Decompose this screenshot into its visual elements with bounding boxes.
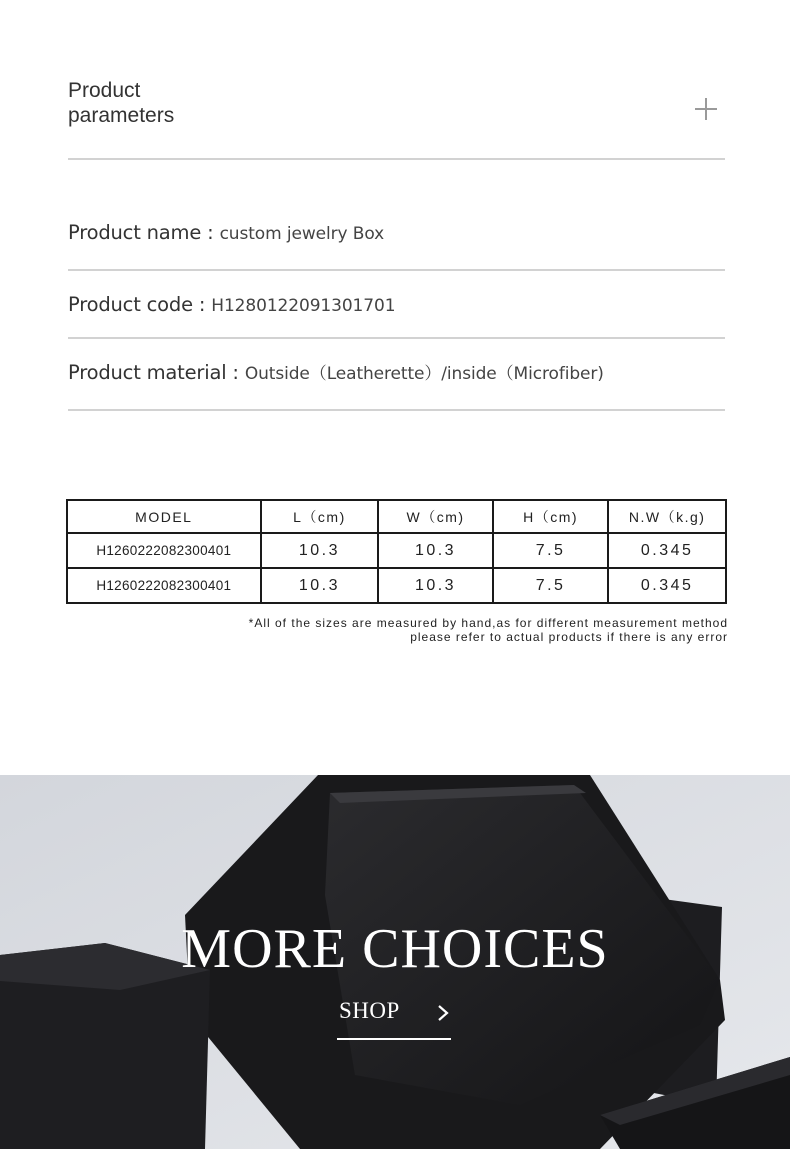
shop-label: SHOP (339, 998, 400, 1023)
param-label: Product code : (68, 293, 206, 316)
product-parameters-header[interactable] (68, 78, 725, 128)
param-row-code (68, 293, 725, 318)
param-value: Outside（Leatherette）/inside（Microfiber) (244, 364, 604, 384)
measurement-note (249, 616, 728, 644)
col-header-width: W（cm) (378, 500, 493, 533)
cell-model: H1260222082300401 (67, 533, 261, 568)
cell-height: 7.5 (493, 533, 609, 568)
col-header-length: L（cm) (261, 500, 379, 533)
divider (68, 337, 725, 339)
param-value: H1280122091301701 (211, 296, 396, 316)
chevron-right-icon (437, 1004, 449, 1022)
shop-button[interactable] (337, 998, 451, 1040)
note-line: please refer to actual products if there is any error (410, 630, 728, 644)
cell-weight: 0.345 (608, 568, 726, 603)
cell-height: 7.5 (493, 568, 609, 603)
cell-model: H1260222082300401 (67, 568, 261, 603)
cell-width: 10.3 (378, 568, 493, 603)
cell-length: 10.3 (261, 568, 379, 603)
param-label: Product name : (68, 221, 214, 244)
section-title: Product parameters (68, 79, 175, 127)
table-row (67, 568, 726, 603)
param-label: Product material : (68, 361, 239, 384)
cell-length: 10.3 (261, 533, 379, 568)
banner-title: MORE CHOICES (181, 918, 609, 980)
param-value: custom jewelry Box (219, 224, 385, 244)
col-header-weight: N.W（k.g) (608, 500, 726, 533)
param-row-name (68, 221, 725, 246)
cell-width: 10.3 (378, 533, 493, 568)
param-row-material (68, 361, 725, 386)
cell-weight: 0.345 (608, 533, 726, 568)
col-header-height: H（cm) (493, 500, 609, 533)
table-header-row (67, 500, 726, 533)
plus-icon[interactable] (695, 98, 717, 120)
spec-table (66, 499, 727, 604)
note-line: *All of the sizes are measured by hand,as for different measurement method (248, 616, 728, 630)
divider (68, 158, 725, 160)
table-row (67, 533, 726, 568)
col-header-model: MODEL (67, 500, 261, 533)
divider (68, 269, 725, 271)
divider (68, 409, 725, 411)
